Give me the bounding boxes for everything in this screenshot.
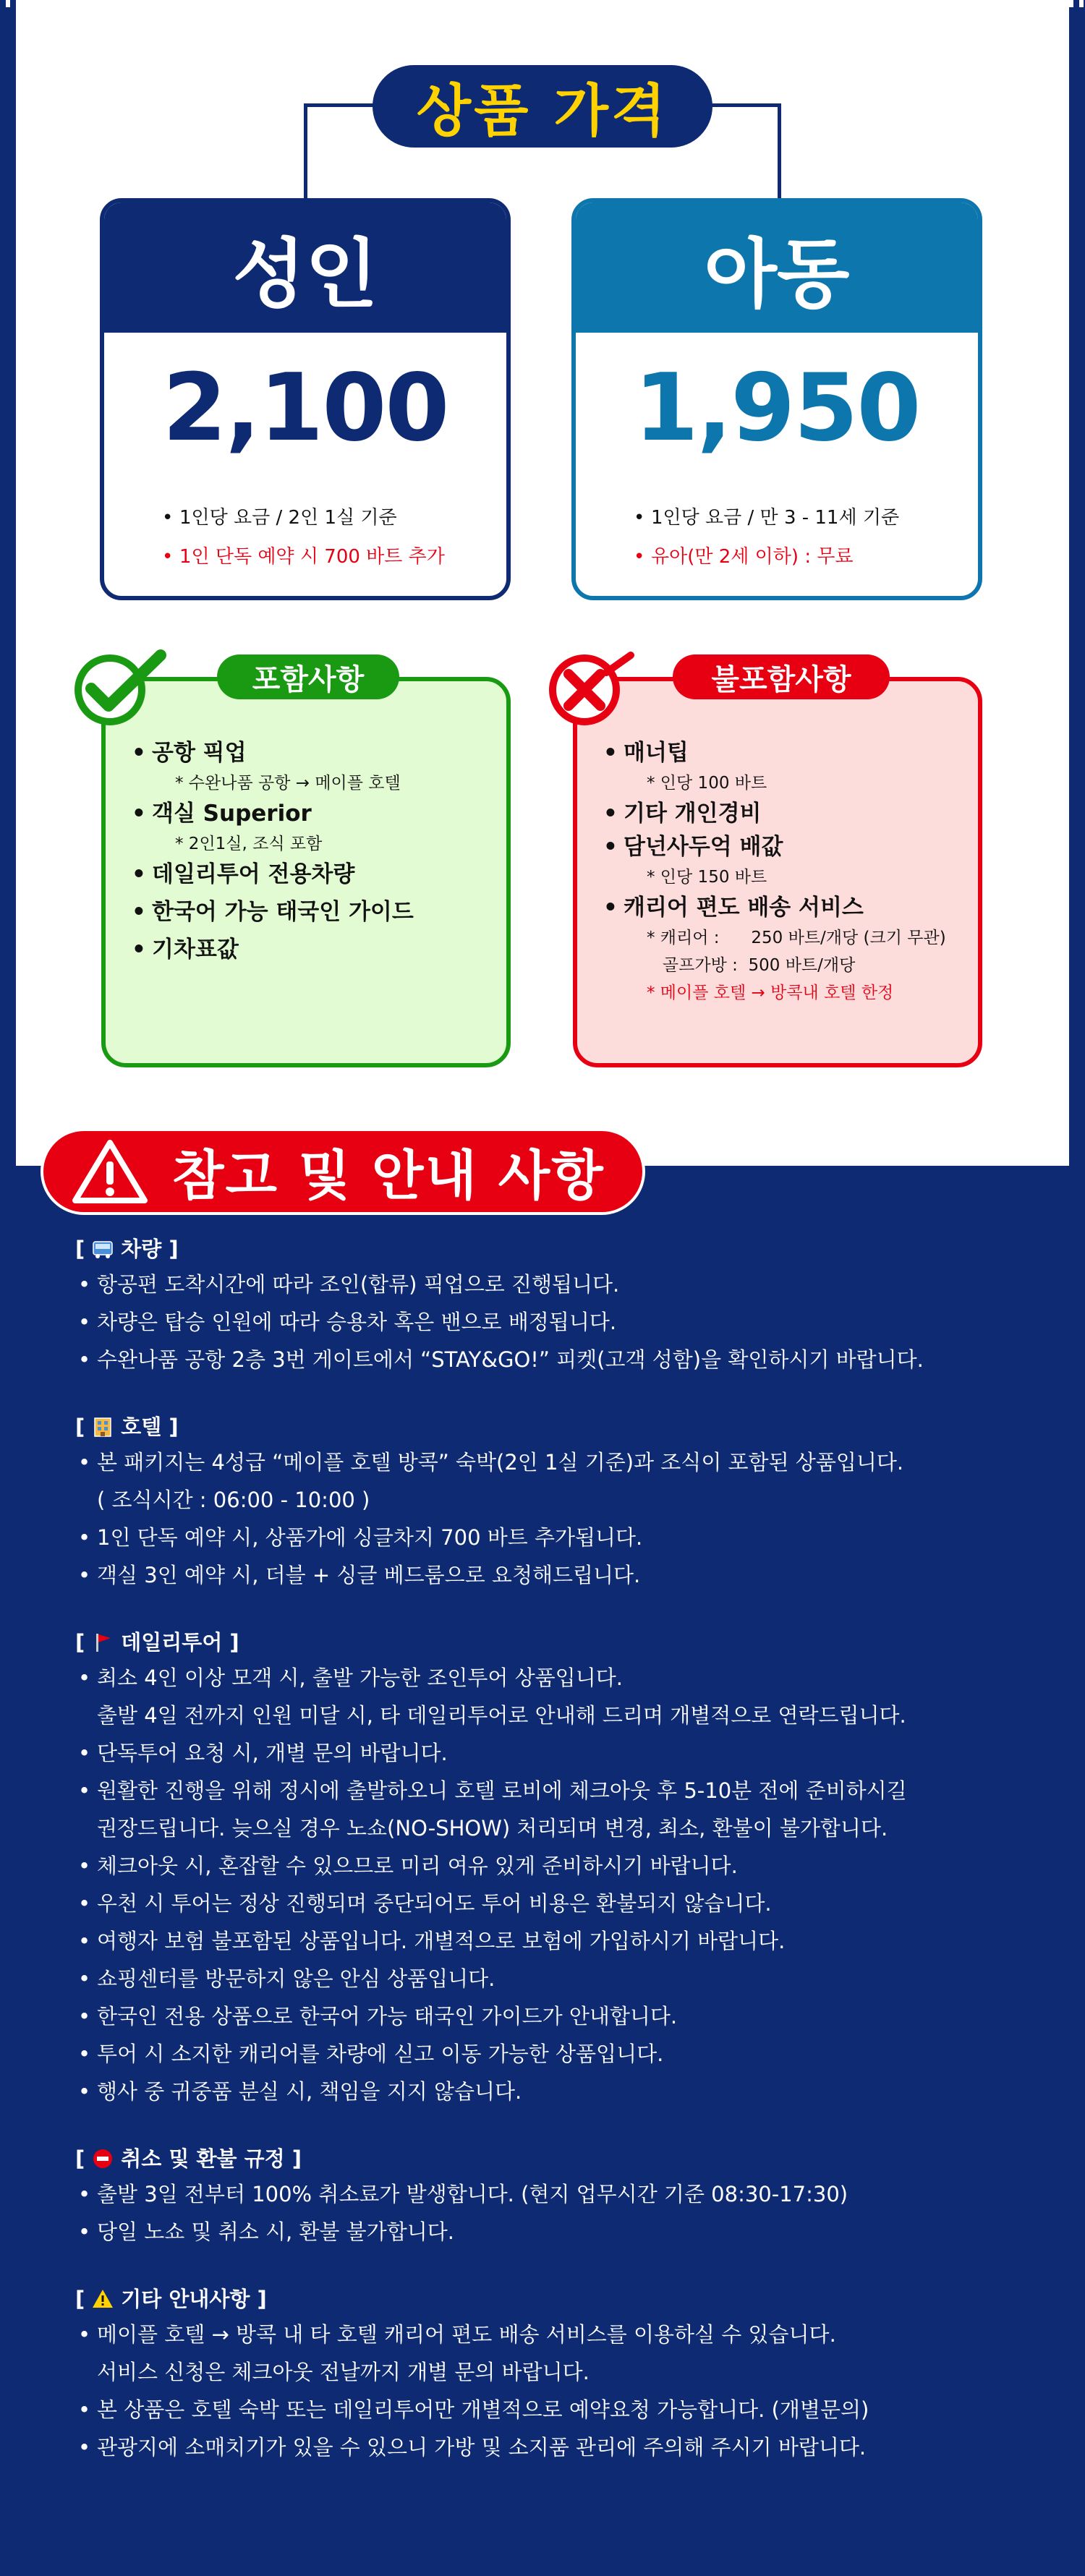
list-item-line: • 원활한 진행을 위해 정시에 출발하오니 호텔 로비에 체크아웃 후 5-10분 전에 준비하시길 <box>97 1778 907 1803</box>
list-item-line: ( 조식시간 : 06:00 - 10:00 ) <box>97 1488 370 1512</box>
list-item: • 한국인 전용 상품으로 한국어 가능 태국인 가이드가 안내합니다. <box>75 1997 1044 2035</box>
list-item <box>75 1772 1044 1847</box>
notice-body <box>75 1232 1044 2498</box>
list-item: • 항공편 도착시간에 따라 조인(합류) 픽업으로 진행됩니다. <box>75 1266 1044 1303</box>
list-item: • 출발 3일 전부터 100% 취소료가 발생합니다. (현지 업무시간 기준 08:30-17:30) <box>75 2175 1044 2213</box>
list-item: • 객실 Superior <box>132 797 492 830</box>
list-item: • 수완나품 공항 2층 3번 게이트에서 “STAY&GO!” 피켓(고객 성함)을 확인하시기 바랍니다. <box>75 1341 1044 1378</box>
section-heading <box>75 1410 1044 1443</box>
list-item: • 단독투어 요청 시, 개별 문의 바랍니다. <box>75 1734 1044 1772</box>
hotel-section <box>75 1410 1044 1594</box>
list-item <box>75 2316 1044 2391</box>
child-note: • 1인당 요금 / 만 3 - 11세 기준 <box>634 498 978 537</box>
bus-icon <box>92 1238 114 1260</box>
list-item: • 담넌사두억 배값 <box>603 830 963 863</box>
no-entry-icon <box>92 2148 114 2170</box>
check-icon <box>69 648 168 729</box>
daily-tour-section <box>75 1626 1044 2110</box>
child-price: 1,950 <box>634 354 920 462</box>
list-item: • 우천 시 투어는 정상 진행되며 중단되어도 투어 비용은 환불되지 않습니다. <box>75 1885 1044 1922</box>
section-heading <box>75 2142 1044 2175</box>
list-item-detail: * 수완나품 공항 → 메이플 호텔 <box>175 774 401 793</box>
bracket-open: [ <box>75 1237 85 1261</box>
x-mark-icon <box>542 648 637 729</box>
bracket-open: [ <box>75 2146 85 2171</box>
section-title: 데일리투어 ] <box>121 1630 239 1655</box>
list-item-line: 출발 4일 전까지 인원 미달 시, 타 데일리투어로 안내해 드리며 개별적으로 연락드립니다. <box>97 1703 906 1728</box>
section-heading <box>75 1626 1044 1659</box>
excluded-badge: 불포함사항 <box>673 654 890 699</box>
bracket-open: [ <box>75 1630 85 1655</box>
list-item-line: • 최소 4인 이상 모객 시, 출발 가능한 조인투어 상품입니다. <box>97 1666 623 1690</box>
section-title: 취소 및 환불 규정 ] <box>121 2146 302 2171</box>
excluded-list <box>603 736 963 1007</box>
hotel-icon <box>92 1416 114 1438</box>
list-item-detail-note: * 메이플 호텔 → 방콕내 호텔 한정 <box>647 984 894 1002</box>
excluded-card <box>573 677 982 1067</box>
section-list <box>75 1266 1044 1378</box>
list-item: • 당일 노쇼 및 취소 시, 환불 불가합니다. <box>75 2213 1044 2251</box>
list-item-detail: 골프가방 : 500 바트/개당 <box>647 956 856 975</box>
list-item-line: 권장드립니다. 늦으실 경우 노쇼(NO-SHOW) 처리되며 변경, 최소, 환불이 불가합니다. <box>97 1816 888 1841</box>
list-item-detail: * 인당 150 바트 <box>647 868 767 887</box>
list-item: • 기차표값 <box>132 933 492 966</box>
section-title: 호텔 ] <box>121 1415 179 1439</box>
child-note-infant: • 유아(만 2세 이하) : 무료 <box>634 537 978 576</box>
child-label: 아동 <box>576 202 978 333</box>
section-list <box>75 2316 1044 2466</box>
list-item: • 캐리어 편도 배송 서비스 <box>603 891 963 924</box>
adult-label: 성인 <box>104 202 506 333</box>
included-list <box>132 736 492 966</box>
list-item-detail: * 캐리어 : 250 바트/개당 (크기 무관) <box>647 929 946 947</box>
list-item: • 데일리투어 전용차량 <box>132 858 492 891</box>
list-item: • 기타 개인경비 <box>603 797 963 830</box>
list-item: • 차량은 탑승 인원에 따라 승용차 혹은 밴으로 배정됩니다. <box>75 1303 1044 1341</box>
flag-icon <box>92 1632 114 1653</box>
list-item-detail: * 인당 100 바트 <box>647 774 767 793</box>
connector-line-right <box>709 103 781 201</box>
vehicle-section <box>75 1232 1044 1378</box>
bracket-open: [ <box>75 1415 85 1439</box>
warning-icon <box>92 2288 114 2310</box>
list-item <box>75 1443 1044 1519</box>
list-item: • 매너팁 <box>603 736 963 769</box>
adult-price-card <box>100 198 511 600</box>
page-title: 상품 가격 <box>373 65 712 148</box>
notice-title: 참고 및 안내 사항 <box>172 1145 605 1207</box>
list-item: • 객실 3인 예약 시, 더블 + 싱글 베드룸으로 요청해드립니다. <box>75 1556 1044 1594</box>
warning-icon <box>72 1138 148 1205</box>
list-item-detail: * 2인1실, 조식 포함 <box>175 835 323 853</box>
adult-notes <box>104 498 506 576</box>
section-heading <box>75 1232 1044 1266</box>
bracket-open: [ <box>75 2287 85 2311</box>
adult-note-extra: • 1인 단독 예약 시 700 바트 추가 <box>162 537 506 576</box>
list-item: • 쇼핑센터를 방문하지 않은 안심 상품입니다. <box>75 1960 1044 1997</box>
section-title: 차량 ] <box>121 1237 179 1261</box>
list-item: • 체크아웃 시, 혼잡할 수 있으므로 미리 여유 있게 준비하시기 바랍니다. <box>75 1847 1044 1885</box>
section-list <box>75 2175 1044 2251</box>
adult-price: 2,100 <box>162 354 448 462</box>
notice-banner <box>41 1128 645 1215</box>
list-item: • 투어 시 소지한 캐리어를 차량에 싣고 이동 가능한 상품입니다. <box>75 2035 1044 2073</box>
list-item: • 한국어 가능 태국인 가이드 <box>132 895 492 929</box>
other-info-section <box>75 2282 1044 2466</box>
list-item: • 행사 중 귀중품 분실 시, 책임을 지지 않습니다. <box>75 2073 1044 2110</box>
refund-section <box>75 2142 1044 2251</box>
list-item <box>75 1659 1044 1734</box>
included-card <box>101 677 511 1067</box>
list-item-line: • 메이플 호텔 → 방콕 내 타 호텔 캐리어 편도 배송 서비스를 이용하실 수 있습니다. <box>97 2322 836 2347</box>
list-item: • 관광지에 소매치기가 있을 수 있으니 가방 및 소지품 관리에 주의해 주시기 바랍니다. <box>75 2428 1044 2466</box>
included-badge: 포함사항 <box>217 654 399 699</box>
connector-line-left <box>304 103 376 201</box>
section-list <box>75 1659 1044 2110</box>
list-item: • 여행자 보험 불포함된 상품입니다. 개별적으로 보험에 가입하시기 바랍니다. <box>75 1922 1044 1960</box>
list-item: • 공항 픽업 <box>132 736 492 769</box>
section-heading <box>75 2282 1044 2316</box>
list-item-line: 서비스 신청은 체크아웃 전날까지 개별 문의 바랍니다. <box>97 2360 590 2384</box>
child-notes <box>576 498 978 576</box>
child-price-card <box>571 198 982 600</box>
section-list <box>75 1443 1044 1594</box>
section-title: 기타 안내사항 ] <box>121 2287 267 2311</box>
list-item: • 1인 단독 예약 시, 상품가에 싱글차지 700 바트 추가됩니다. <box>75 1519 1044 1556</box>
list-item-line: • 본 패키지는 4성급 “메이플 호텔 방콕” 숙박(2인 1실 기준)과 조식이 포함된 상품입니다. <box>97 1450 904 1475</box>
list-item: • 본 상품은 호텔 숙박 또는 데일리투어만 개별적으로 예약요청 가능합니다. (개별문의) <box>75 2391 1044 2428</box>
adult-note: • 1인당 요금 / 2인 1실 기준 <box>162 498 506 537</box>
